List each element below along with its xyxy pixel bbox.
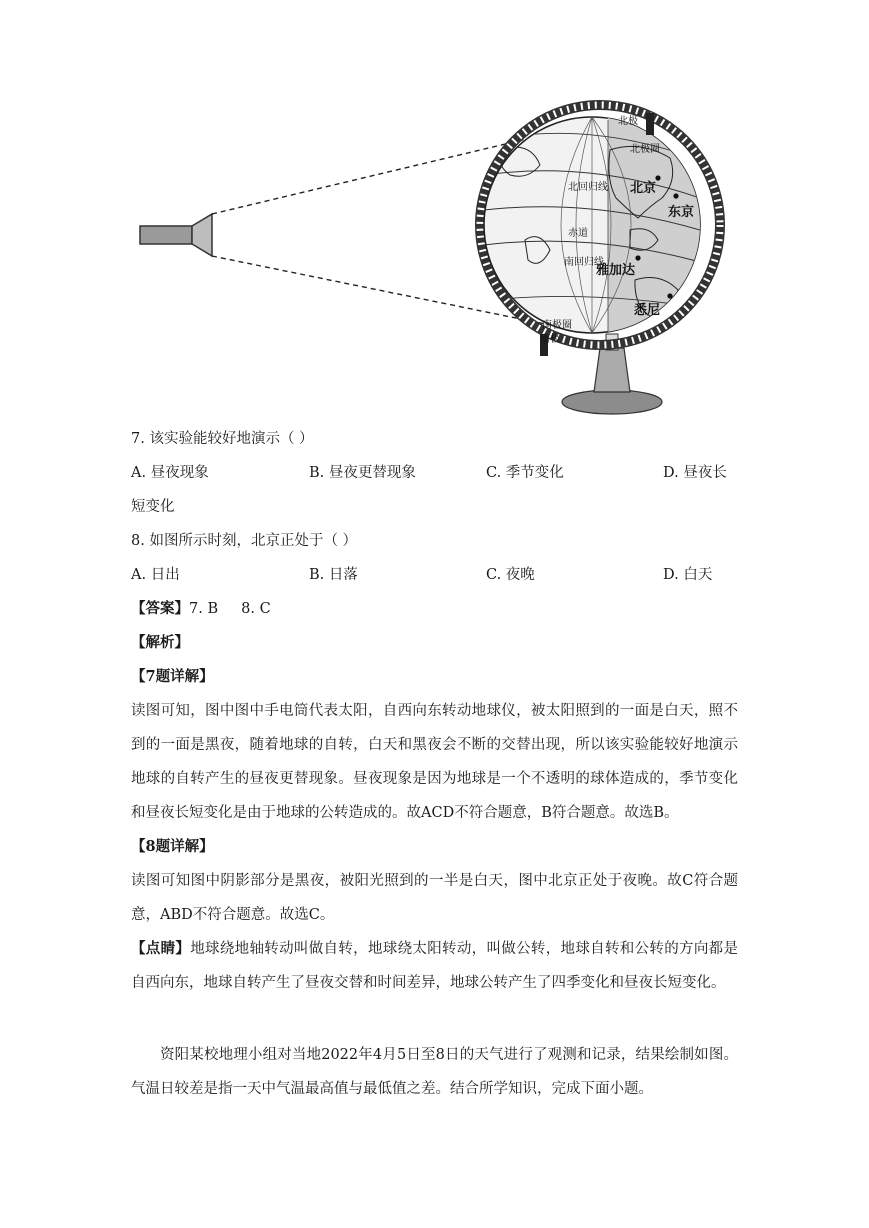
intro-paragraph: 资阳某校地理小组对当地2022年4月5日至8日的天气进行了观测和记录，结果绘制如图。气温日较差是指一天中气温最高值与最低值之差。结合所学知识，完成下面小题。 bbox=[131, 1047, 738, 1097]
q7-option-a: A. 昼夜现象 bbox=[131, 465, 209, 481]
globe-experiment-figure bbox=[130, 80, 730, 420]
q7-option-d-continued: 短变化 bbox=[131, 499, 175, 515]
label-tropic-cancer: 北回归线 bbox=[568, 182, 608, 193]
q8-stem: 8. 如图所示时刻，北京正处于（ ） bbox=[131, 533, 358, 549]
comment-text: 地球绕地轴转动叫做自转，地球绕太阳转动，叫做公转，地球自转和公转的方向都是自西向东，地球自转产生了昼夜交替和时间差异，地球公转产生了四季变化和昼夜长短变化。 bbox=[131, 941, 738, 991]
answer-label: 【答案】 bbox=[131, 600, 189, 617]
label-north-pole: 北极 bbox=[618, 116, 638, 127]
comment-label: 【点睛】 bbox=[131, 940, 191, 957]
detail7-label: 【7题详解】 bbox=[131, 668, 214, 685]
city-tokyo: 东京 bbox=[668, 205, 695, 220]
answer-text: 7. B 8. C bbox=[189, 601, 271, 617]
q8-option-d: D. 白天 bbox=[663, 567, 713, 583]
label-arctic-circle: 北极圈 bbox=[630, 144, 660, 155]
label-antarctic-circle: 南极圈 bbox=[542, 320, 572, 331]
city-jakarta: 雅加达 bbox=[596, 263, 636, 278]
q8-option-a: A. 日出 bbox=[131, 567, 180, 583]
q8-option-c: C. 夜晚 bbox=[486, 567, 535, 583]
detail8-label: 【8题详解】 bbox=[131, 838, 214, 855]
detail7-text: 读图可知，图中图中手电筒代表太阳，自西向东转动地球仪，被太阳照到的一面是白天，照不到的一面是黑夜，随着地球的自转，白天和黑夜会不断的交替出现，所以该实验能较好地演示地球的自转产生的昼夜更替现象。昼夜现象是因为地球是一个不透明的球体造成的，季节变化和昼夜长短变化是由于地球的公转造成的。故ACD不符合题意，B符合题意。故选B。 bbox=[131, 703, 738, 821]
q7-option-d: D. 昼夜长 bbox=[663, 465, 727, 481]
q7-stem: 7. 该实验能较好地演示（ ） bbox=[131, 431, 314, 447]
detail8-text: 读图可知图中阴影部分是黑夜，被阳光照到的一半是白天，图中北京正处于夜晚。故C符合题意，ABD不符合题意。故选C。 bbox=[131, 873, 738, 923]
label-tropic-capricorn: 南回归线 bbox=[564, 257, 604, 268]
comment-paragraph bbox=[131, 932, 738, 1000]
city-sydney: 悉尼 bbox=[634, 303, 661, 318]
flashlight-icon bbox=[140, 214, 212, 256]
q7-option-b: B. 昼夜更替现象 bbox=[309, 465, 416, 481]
analysis-label: 【解析】 bbox=[131, 634, 189, 651]
q8-option-b: B. 日落 bbox=[309, 567, 358, 583]
label-south-pole: 南极 bbox=[540, 334, 560, 345]
q7-option-c: C. 季节变化 bbox=[486, 465, 564, 481]
label-equator: 赤道 bbox=[568, 228, 588, 239]
city-beijing: 北京 bbox=[630, 181, 657, 196]
answer-line bbox=[131, 599, 271, 619]
